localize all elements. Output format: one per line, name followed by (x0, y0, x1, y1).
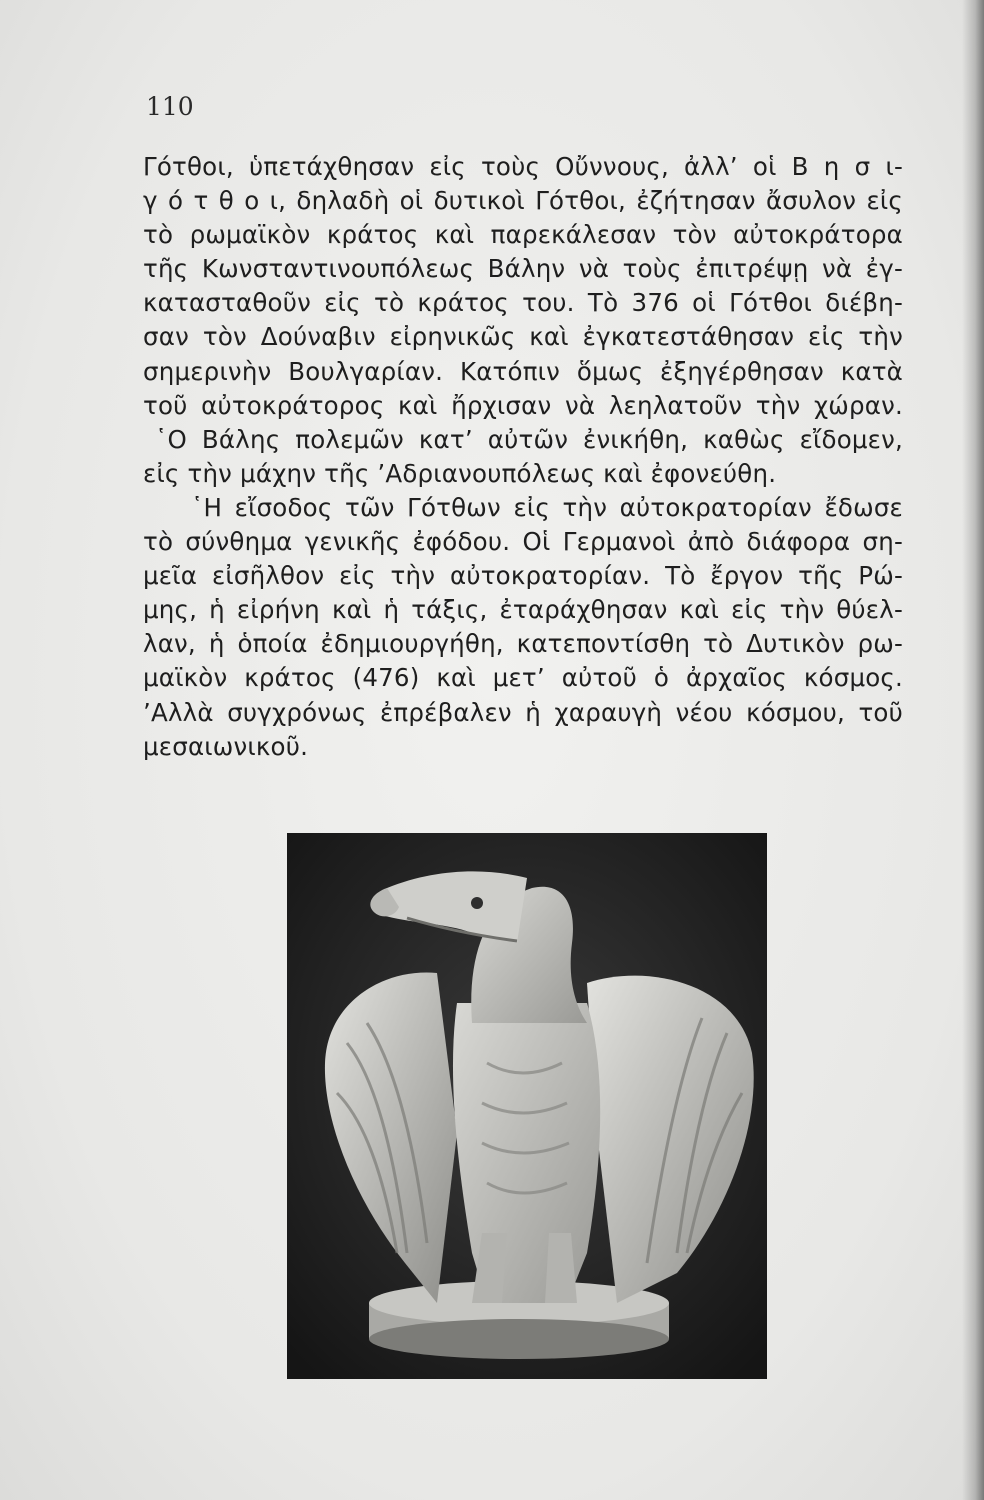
text-line: μης, ἡ εἰρήνη καὶ ἡ τάξις, ἐταράχθησαν καὶ εἰς τὴν θύελ- (143, 595, 903, 625)
text-line: μαϊκὸν κράτος (476) καὶ μετ’ αὐτοῦ ὁ ἀρχαῖος κόσμος. (143, 663, 903, 693)
text-line: ῾Η εἴσοδος τῶν Γότθων εἰς τὴν αὐτοκρατορίαν ἔδωσε (191, 492, 903, 522)
text-line: γ ό τ θ ο ι, δηλαδὴ οἱ δυτικοὶ Γότθοι, ἐζήτησαν ἄσυλον εἰς (143, 186, 903, 216)
text-line: κατασταθοῦν εἰς τὸ κράτος του. Τὸ 376 οἱ Γότθοι διέβη- (143, 288, 903, 318)
text-line: σαν τὸν Δούναβιν εἰρηνικῶς καὶ ἐγκατεστάθησαν εἰς τὴν (143, 322, 903, 352)
text-line: ’Αλλὰ συγχρόνως ἐπρέβαλεν ἡ χαραυγὴ νέου κόσμου, τοῦ (143, 697, 903, 727)
text-line: λαν, ἡ ὁποία ἐδημιουργήθη, κατεποντίσθη τὸ Δυτικὸν ρω- (143, 629, 903, 659)
page-number: 110 (146, 92, 194, 121)
body-text (143, 150, 903, 764)
text-line: μεσαιωνικοῦ. (143, 731, 309, 761)
text-line: ῾Ο Βάλης πολεμῶν κατ’ αὐτῶν ἐνικήθη, καθὼς εἴδομεν, (155, 424, 903, 454)
text-line: τῆς Κωνσταντινουπόλεως Βάλην νὰ τοὺς ἐπιτρέψῃ νὰ ἐγ- (143, 254, 903, 284)
text-line: τὸ ρωμαϊκὸν κράτος καὶ παρεκάλεσαν τὸν αὐτοκράτορα (143, 220, 903, 250)
eagle-sculpture-icon (287, 833, 767, 1379)
text-line: Γότθοι, ὑπετάχθησαν εἰς τοὺς Οὔννους, ἀλλ’ οἱ Β η σ ι- (143, 152, 903, 181)
text-line: τοῦ αὐτοκράτορος καὶ ἤρχισαν νὰ λεηλατοῦν τὴν χώραν. (143, 390, 903, 420)
book-spine-shadow (962, 0, 984, 1500)
text-line: εἰς τὴν μάχην τῆς ’Αδριανουπόλεως καὶ ἐφονεύθη. (143, 458, 777, 488)
text-line: σημερινὴν Βουλγαρίαν. Κατόπιν ὅμως ἐξηγέρθησαν κατὰ (143, 356, 903, 386)
text-line: τὸ σύνθημα γενικῆς ἐφόδου. Οἱ Γερμανοὶ ἀπὸ διάφορα ση- (143, 527, 903, 557)
text-line: μεῖα εἰσῆλθον εἰς τὴν αὐτοκρατορίαν. Τὸ ἔργον τῆς Ρώ- (143, 561, 903, 591)
eagle-sculpture-photo (287, 833, 767, 1379)
